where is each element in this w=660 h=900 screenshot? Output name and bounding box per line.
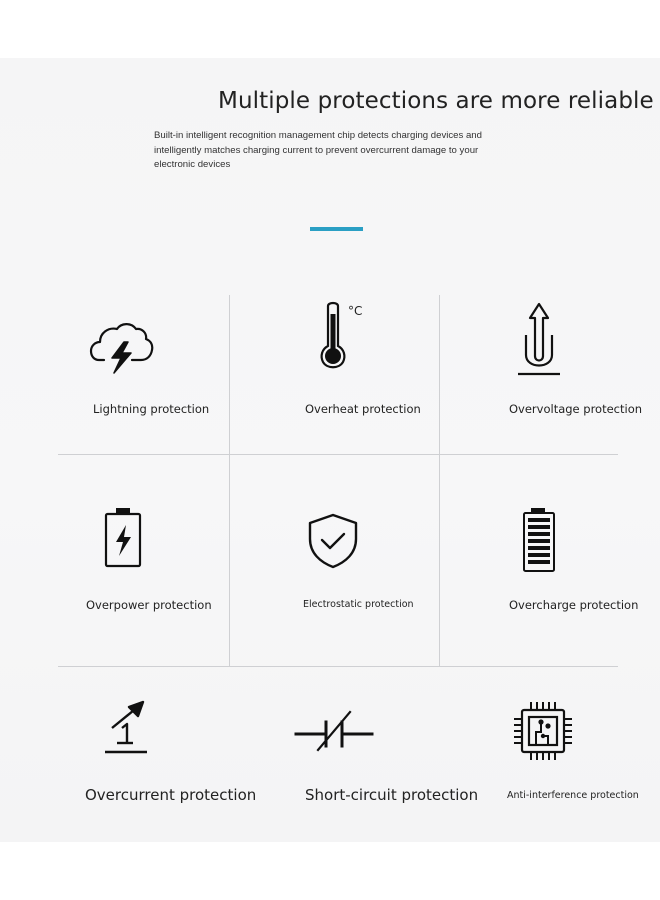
grid-divider (229, 295, 230, 667)
feature-label-lightning: Lightning protection (93, 402, 210, 416)
feature-label-overcharge: Overcharge protection (509, 598, 639, 612)
grid-divider (439, 295, 440, 667)
overcurrent-icon (103, 700, 149, 756)
shield-check-icon (306, 512, 360, 570)
feature-label-electrostatic: Electrostatic protection (303, 599, 414, 610)
grid-divider (58, 666, 618, 667)
battery-bolt-icon (104, 507, 144, 569)
feature-label-overcurrent: Overcurrent protection (85, 786, 257, 804)
grid-divider (58, 454, 618, 455)
feature-label-overvoltage: Overvoltage protection (509, 402, 643, 416)
accent-divider (310, 227, 363, 231)
overvoltage-arrow-icon (516, 302, 564, 378)
cloud-lightning-icon (90, 320, 154, 376)
feature-label-overpower: Overpower protection (86, 598, 212, 612)
feature-label-overheat: Overheat protection (305, 402, 421, 416)
page-title: Multiple protections are more reliable (218, 88, 654, 114)
feature-label-anti-interference: Anti-interference protection (507, 790, 639, 801)
short-circuit-icon (294, 708, 374, 754)
celsius-unit: °C (348, 304, 363, 318)
battery-full-icon (522, 507, 556, 573)
feature-label-short-circuit: Short-circuit protection (305, 786, 479, 804)
page-description: Built-in intelligent recognition management chip detects charging devices and intelligently matches charging current to prevent overcurrent damage to your electronic devices (154, 130, 482, 170)
chip-icon (512, 700, 574, 762)
